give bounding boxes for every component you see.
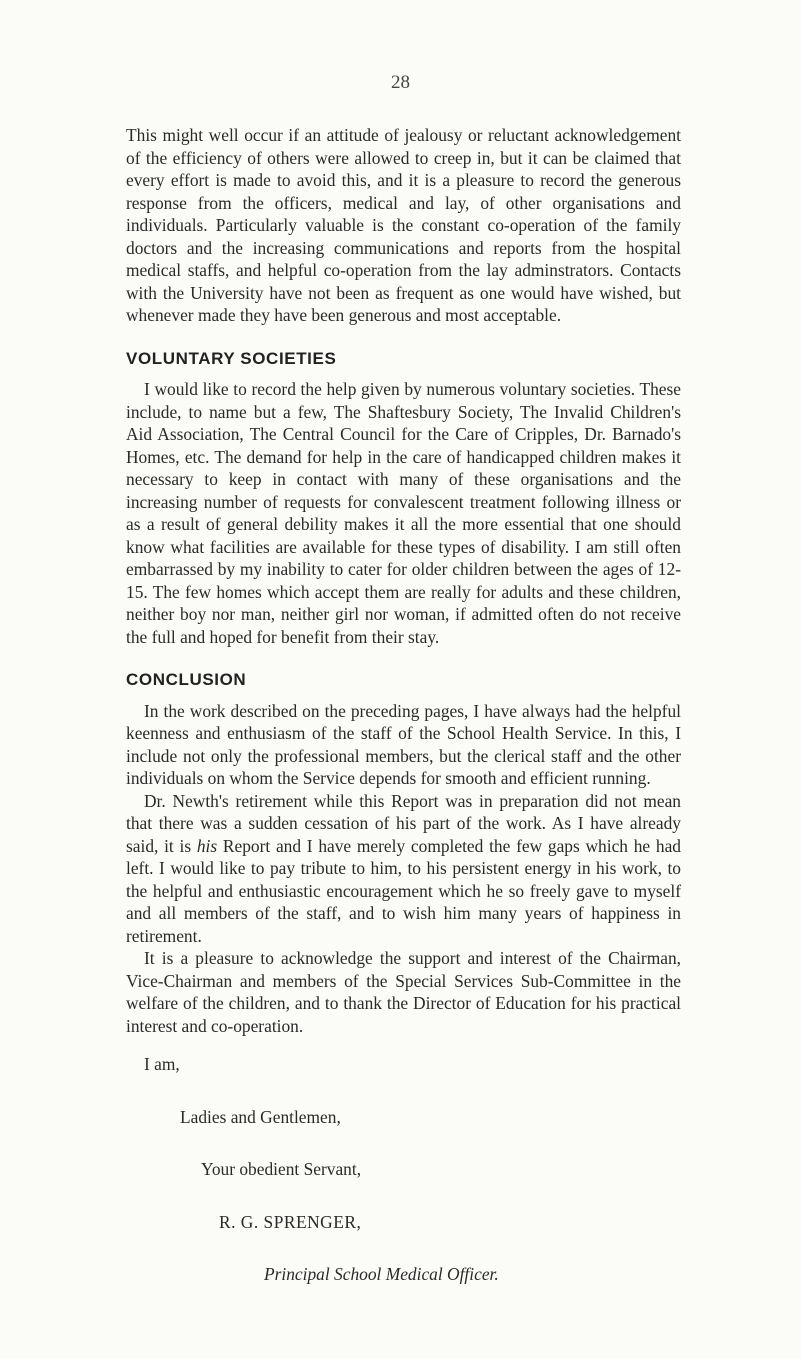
conclusion-paragraph-2-start: Dr. Newth's retirement while this Report was in preparation did not mean that there was a sudden cessation of his part of the work. As I have already said, it is xyxy=(126,790,681,856)
conclusion-paragraph-2 xyxy=(126,790,681,948)
conclusion-paragraph-2-italic: his xyxy=(196,835,218,856)
voluntary-societies-paragraph: I would like to record the help given by numerous voluntary societies. These include, to name but a few, The Shaftesbury Society, The Invalid Children's Aid Association, The Central Council for the Care of Cripples, Dr. Barnado's Homes, etc. The demand for help in the care of handicapped children makes it necessary to keep in contact with many of these organisations and the increasing number of requests for convalescent treatment following illness or as a result of general debility makes it all the more essential that one should know what facilities are available for these types of disability. I am still often embarrassed by my inability to cater for older children between the ages of 12-15. The few homes which accept them are really for adults and these children, neither boy nor man, neither girl nor woman, if admitted often do not receive the full and hoped for benefit from their stay. xyxy=(126,379,681,647)
intro-paragraph: This might well occur if an attitude of jealousy or reluctant acknowledgement of the efficiency of others were allowed to creep in, but it can be claimed that every effort is made to avoid this, and it is a pleasure to record the generous response from the officers, medical and lay, of other organisations and individuals. Particularly valuable is the constant co-operation of the family doctors and the increasing communications and reports from the hospital medical staffs, and helpful co-operation from the lay adminstrators. Contacts with the University have not been as frequent as one would have wished, but whenever made they have been generous and most acceptable. xyxy=(126,125,681,325)
signatory-title: Principal School Medical Officer. xyxy=(264,1264,499,1284)
conclusion-paragraph-3: It is a pleasure to acknowledge the support and interest of the Chairman, Vice-Chairman and members of the Special Services Sub-Committee in the welfare of the children, and to thank the Director of Education for his practical interest and co-operation. xyxy=(126,948,681,1036)
closing-salutation: Ladies and Gentlemen, xyxy=(180,1106,341,1127)
closing-i-am: I am, xyxy=(144,1054,180,1074)
closing-valediction: Your obedient Servant, xyxy=(201,1159,362,1179)
conclusion-paragraph-1: In the work described on the preceding pages, I have always had the helpful keenness and enthusiasm of the staff of the School Health Service. In this, I include not only the professional members, but the clerical staff and the other individuals on whom the Service depends for smooth and efficient running. xyxy=(126,700,681,788)
voluntary-societies-heading: VOLUNTARY SOCIETIES xyxy=(126,348,337,368)
document-body xyxy=(126,124,681,1286)
signatory-name: R. G. SPRENGER, xyxy=(219,1211,362,1232)
conclusion-heading: CONCLUSION xyxy=(126,670,247,689)
page-number: 28 xyxy=(391,72,410,93)
letter-closing xyxy=(126,1053,681,1286)
conclusion-paragraph-2-end: Report and I have merely completed the few gaps which he had left. I would like to pay tribute to him, to his persistent energy in his work, to the helpful and enthusiastic encouragement which he so freely gave to myself and all members of the staff, and to wish him many years of happiness in retirement. xyxy=(126,835,681,946)
